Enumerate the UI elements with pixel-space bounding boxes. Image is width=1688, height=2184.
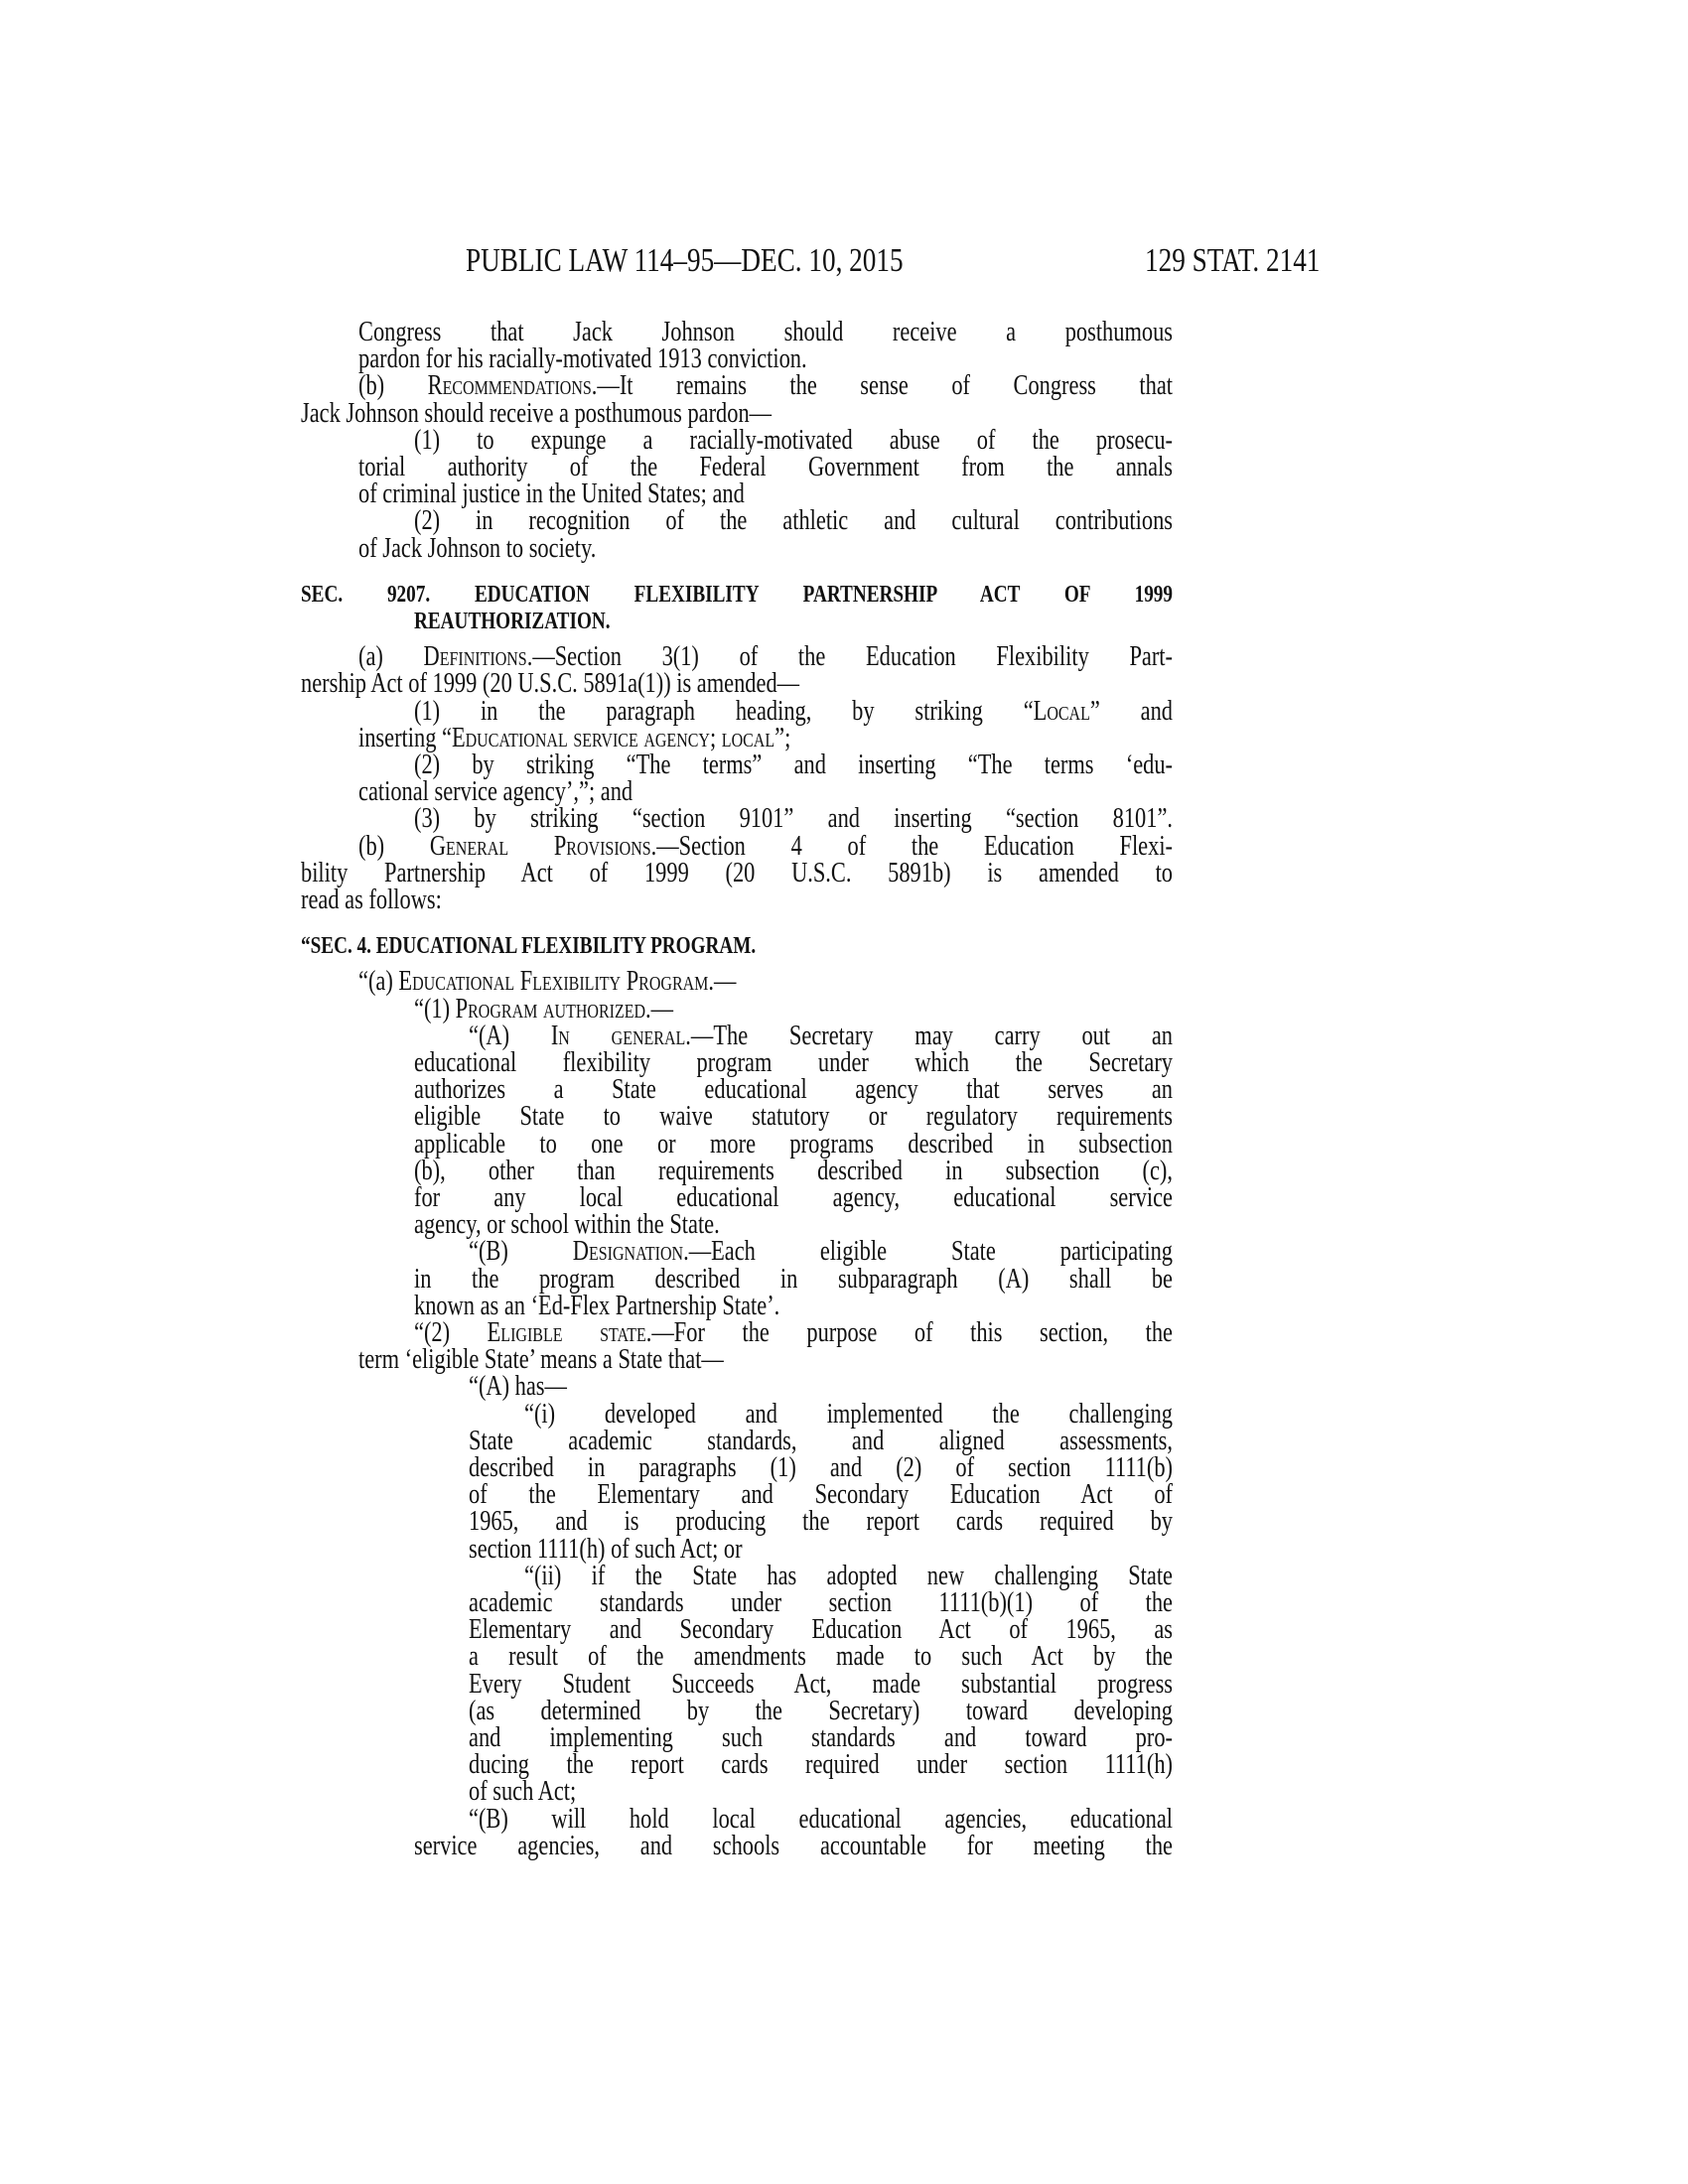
text-segment: ducing the report cards required under section 1111(h) [469,1749,1173,1781]
text-segment: “(1) [414,993,456,1024]
text-segment: ”; [774,722,791,753]
text-segment: “(i) developed and implemented the challenging [524,1398,1173,1430]
text-segment: (1) in the paragraph heading, by striking “ [414,695,1034,727]
text-line [414,1076,1173,1104]
text-line [358,319,1173,346]
text-segment: (2) by striking “The terms” and inserting “The terms ‘edu- [414,750,1173,780]
text-line [469,1616,1173,1644]
text-line [469,1724,1173,1752]
small-caps-heading: Program authorized. [455,993,651,1024]
small-caps-heading: Local [1033,695,1090,727]
text-segment: ” and [1089,695,1173,727]
text-segment: (b), other than requirements described in subsection (c), [414,1155,1173,1186]
text-segment: of such Act; [469,1776,577,1808]
text-segment: (a) [358,641,424,673]
section-heading-line [301,932,1173,960]
text-line [414,993,1173,1024]
text-line [414,695,1173,727]
text-segment: in the program described in subparagraph (A) shall be [414,1263,1173,1295]
text-segment: —It remains the sense of Congress that [597,370,1173,402]
text-segment: read as follows: [301,885,442,915]
text-segment: Congress that Jack Johnson should receive a posthumous [358,317,1173,347]
text-line [469,1238,1173,1266]
text-line [469,1643,1173,1671]
small-caps-heading: General Provisions. [429,830,657,862]
text-line [358,643,1173,671]
text-segment: (3) by striking “section 9101” and inserting “section 8101”. [414,803,1173,835]
text-segment: a result of the amendments made to such Act by the [469,1641,1173,1673]
text-segment: Elementary and Secondary Education Act of 1965, as [469,1614,1173,1646]
text-segment: “(ii) if the State has adopted new challenging State [524,1560,1173,1591]
text-segment: and implementing such standards and toward pro- [469,1722,1173,1753]
text-segment: bility Partnership Act of 1999 (20 U.S.C. 5891b) is amended to [301,857,1173,888]
text-line [469,1533,1173,1565]
text-segment: nership Act of 1999 (20 U.S.C. 5891a(1)) is amended— [301,668,800,700]
text-line [358,968,1173,996]
text-line [414,1103,1173,1131]
text-line [414,1263,1173,1295]
small-caps-heading: In general. [550,1020,691,1051]
text-segment: —For the purpose of this section, the [651,1317,1173,1348]
text-line [358,778,1173,806]
text-line [469,1373,1173,1401]
page-number: 129 STAT. 2141 [1145,242,1321,279]
text-line [414,1049,1173,1077]
text-segment: educational flexibility program under which the Secretary [414,1047,1173,1078]
text-line [358,1346,1173,1374]
text-line [524,1398,1173,1430]
text-segment: REAUTHORIZATION. [414,609,611,634]
text-segment: —Section 3(1) of the Education Flexibility Part- [532,641,1173,673]
text-segment: for any local educational agency, educational service [414,1182,1173,1213]
text-segment: academic standards under section 1111(b)(1) of the [469,1587,1173,1618]
text-line [358,454,1173,481]
text-line [414,1184,1173,1212]
text-segment: inserting “ [358,722,452,753]
text-line [414,1155,1173,1186]
text-segment: —The Secretary may carry out an [690,1020,1174,1051]
text-segment: “(A) has— [469,1371,567,1403]
text-line [358,372,1173,400]
text-line [414,1830,1173,1861]
text-line [414,507,1173,535]
text-segment: agency, or school within the State. [414,1209,720,1241]
text-segment: of Jack Johnson to society. [358,532,597,564]
text-line [358,722,1173,753]
text-line [469,1778,1173,1806]
text-line [301,887,1173,914]
text-segment: “(a) [358,966,399,998]
text-segment: State academic standards, and aligned assessments, [469,1425,1173,1456]
small-caps-heading: Definitions. [423,641,533,673]
text-line [524,1560,1173,1591]
text-line [358,480,1173,508]
text-line [414,1290,1173,1321]
text-segment: “(2) [414,1317,488,1348]
text-line [469,1481,1173,1509]
text-segment: (b) [358,830,430,862]
text-segment: 1965, and is producing the report cards required by [469,1506,1173,1538]
text-segment: authorizes a State educational agency that serves an [414,1074,1173,1106]
text-line [469,1454,1173,1482]
text-segment: —Section 4 of the Education Flexi- [656,830,1174,862]
text-segment: “(A) [469,1020,551,1051]
text-line [414,1128,1173,1160]
text-segment: torial authority of the Federal Government from the annals [358,452,1173,482]
text-line [414,751,1173,779]
small-caps-heading: Educational Flexibility Program. [398,966,715,998]
text-line [358,532,1173,564]
text-segment: — [714,966,737,998]
text-line [469,1668,1173,1700]
text-line [414,1211,1173,1239]
text-line [469,1020,1174,1051]
text-segment: section 1111(h) of such Act; or [469,1533,743,1565]
text-segment: term ‘eligible State’ means a State that— [358,1344,724,1376]
text-line [469,1508,1173,1536]
text-line [301,397,1173,429]
text-segment: described in paragraphs (1) and (2) of section 1111(b) [469,1452,1173,1483]
text-segment: (2) in recognition of the athletic and cultural contributions [414,505,1173,537]
text-segment: Every Student Succeeds Act, made substantial progress [469,1668,1173,1700]
text-line [469,1589,1173,1617]
running-header-title: PUBLIC LAW 114–95—DEC. 10, 2015 [466,242,904,279]
text-line [469,1695,1173,1726]
text-line [414,1319,1173,1347]
text-line [414,424,1173,456]
text-segment: —Each eligible State participating [688,1236,1173,1268]
text-segment: SEC. 9207. EDUCATION FLEXIBILITY PARTNERSHIP ACT OF 1999 [301,581,1173,608]
text-line [469,1751,1173,1779]
text-segment: — [650,993,674,1024]
text-segment: Jack Johnson should receive a posthumous pardon— [301,397,773,429]
small-caps-heading: Educational service agency; local [451,722,775,753]
text-line [301,670,1173,698]
text-segment: of criminal justice in the United States; and [358,478,745,510]
text-line [469,1803,1173,1835]
small-caps-heading: Designation. [572,1236,689,1268]
text-segment: eligible State to waive statutory or regulatory requirements [414,1101,1173,1133]
text-segment: of the Elementary and Secondary Education Act of [469,1479,1173,1511]
text-segment: service agencies, and schools accountable for meeting the [414,1830,1173,1861]
text-line [358,830,1174,862]
small-caps-heading: Recommendations. [427,370,598,402]
text-segment: “SEC. 4. EDUCATIONAL FLEXIBILITY PROGRAM. [301,933,757,960]
text-segment: known as an ‘Ed-Flex Partnership State’. [414,1290,780,1321]
text-segment: applicable to one or more programs described in subsection [414,1128,1173,1160]
text-segment: pardon for his racially-motivated 1913 conviction. [358,343,807,375]
text-segment: (as determined by the Secretary) toward developing [469,1695,1173,1726]
section-heading-line [301,581,1173,609]
section-heading-line [414,608,1173,635]
text-segment: “(B) [469,1236,573,1268]
text-segment: cational service agency’,”; and [358,776,633,808]
text-line [414,805,1173,833]
small-caps-heading: Eligible state. [487,1317,652,1348]
text-line [301,857,1173,888]
text-segment: (1) to expunge a racially-motivated abuse of the prosecu- [414,424,1173,456]
text-line [358,345,1173,373]
text-segment: “(B) will hold local educational agencies, educational [469,1803,1173,1835]
text-segment: (b) [358,370,428,402]
text-line [469,1425,1173,1456]
